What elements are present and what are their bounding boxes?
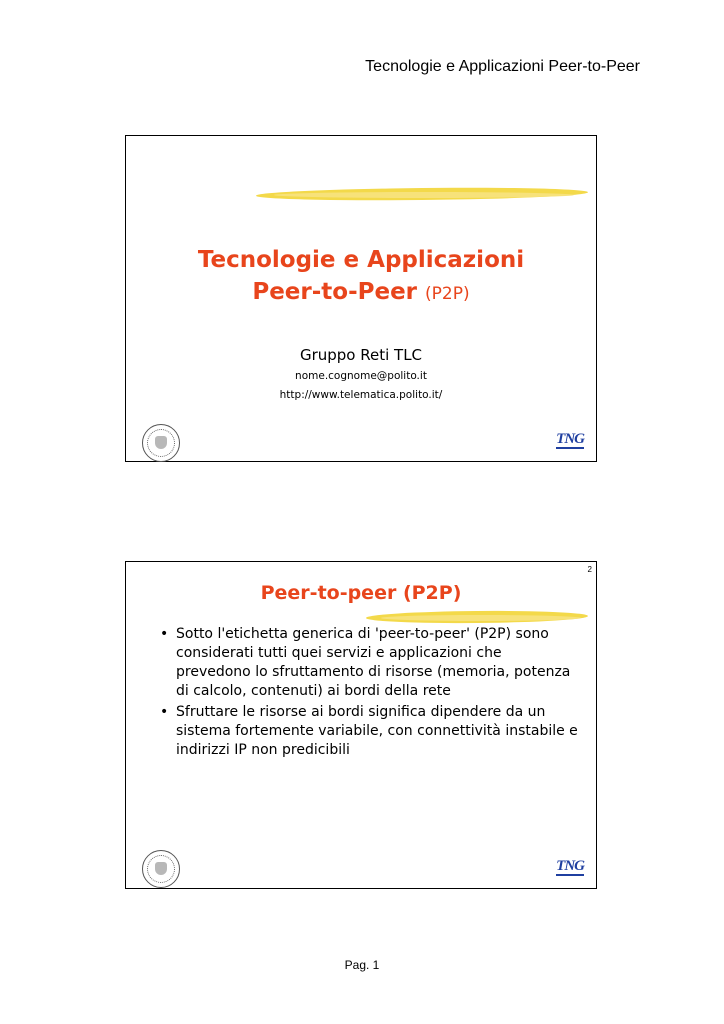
university-seal-icon xyxy=(142,424,180,462)
tng-logo-icon: TNG xyxy=(556,431,584,447)
contact-url: http://www.telematica.polito.it/ xyxy=(279,389,443,401)
subtitle: Gruppo Reti TLC xyxy=(299,346,423,364)
slide-number: 2 xyxy=(587,565,592,574)
page-header: Tecnologie e Applicazioni Peer-to-Peer xyxy=(365,58,640,75)
highlight-stroke xyxy=(274,192,574,198)
slide-2 xyxy=(125,561,597,889)
bullet-list xyxy=(160,625,580,762)
bullet-item: • Sfruttare le risorse ai bordi significa dipendere da un sistema fortemente variabile, con connettività instabile e indirizzi IP non predicibili xyxy=(160,703,580,760)
slide-title xyxy=(126,244,596,310)
page-footer: Pag. 1 xyxy=(344,958,380,972)
slide-1 xyxy=(125,135,597,462)
title-line-1: Tecnologie e Applicazioni xyxy=(197,247,525,273)
title-main: Peer-to-Peer xyxy=(252,279,418,305)
title-line-2 xyxy=(126,276,596,310)
bullet-item: • Sotto l'etichetta generica di 'peer-to-peer' (P2P) sono considerati tutti quei servizi e applicazioni che prevedono lo sfruttamento di risorse (memoria, potenza di calcolo, contenuti) ai bordi della rete xyxy=(160,625,580,701)
contact-email: nome.cognome@polito.it xyxy=(295,370,427,382)
highlight-stroke xyxy=(381,615,581,621)
slide-title: Peer-to-peer (P2P) xyxy=(260,582,462,604)
tng-logo-icon: TNG xyxy=(556,858,584,874)
title-suffix: (P2P) xyxy=(425,284,470,304)
university-seal-icon xyxy=(142,850,180,888)
